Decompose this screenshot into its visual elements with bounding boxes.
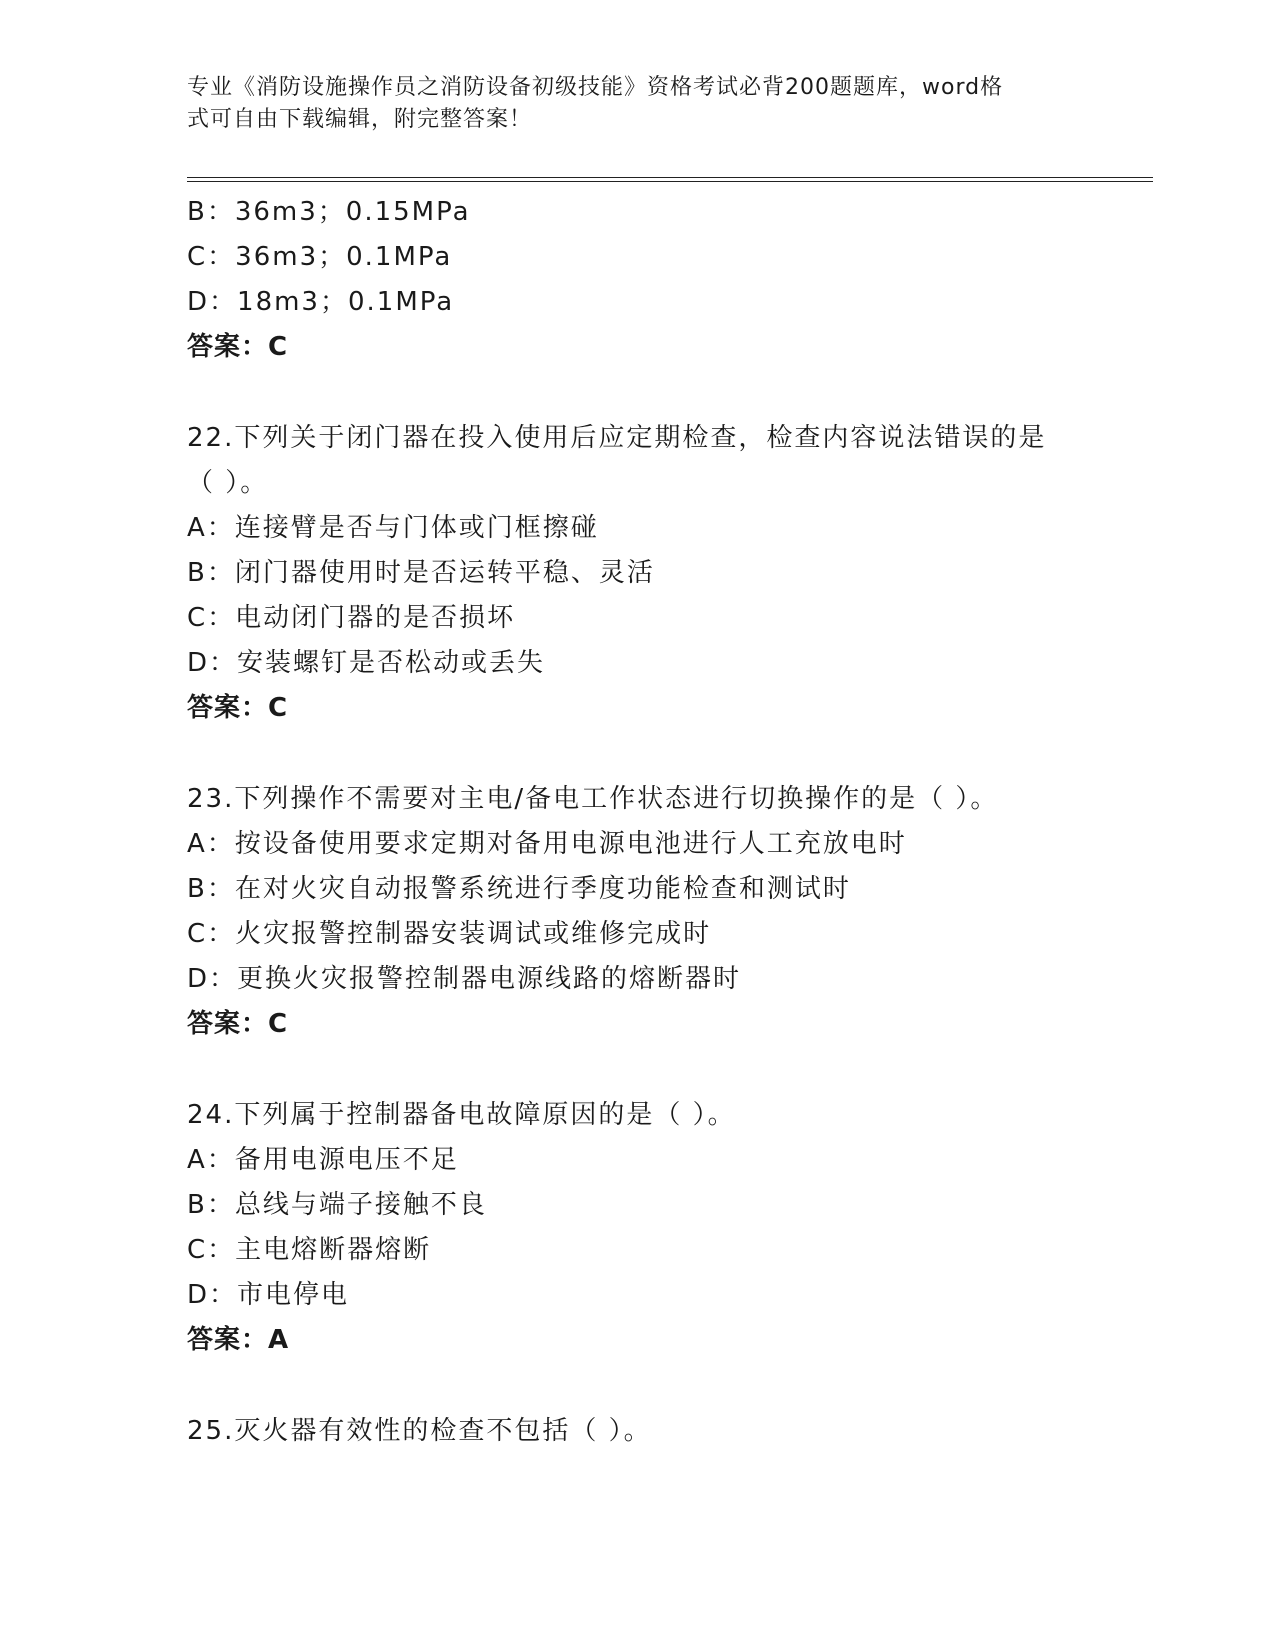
option-line: D：更换火灾报警控制器电源线路的熔断器时 <box>187 964 742 994</box>
option-line: C：火灾报警控制器安装调试或维修完成时 <box>187 919 712 949</box>
option-line: A：连接臂是否与门体或门框擦碰 <box>187 513 599 543</box>
question-list <box>187 190 1087 1454</box>
answer-line: 答案：C <box>187 332 289 362</box>
answer-line: 答案：C <box>187 693 289 723</box>
option-line: D：市电停电 <box>187 1280 350 1310</box>
option-line: B：总线与端子接触不良 <box>187 1190 487 1220</box>
option-line: D：18m3；0.1MPa <box>187 287 455 317</box>
answer-line: 答案：A <box>187 1325 290 1355</box>
answer-line: 答案：C <box>187 1009 289 1039</box>
option-line: C：36m3；0.1MPa <box>187 242 453 272</box>
option-line: C：电动闭门器的是否损坏 <box>187 603 516 633</box>
option-line: B：在对火灾自动报警系统进行季度功能检查和测试时 <box>187 874 851 904</box>
question-stem: 24.下列属于控制器备电故障原因的是（ ）。 <box>187 1100 736 1130</box>
header-divider-bottom <box>187 181 1153 182</box>
option-line: A：备用电源电压不足 <box>187 1145 459 1175</box>
option-line: D：安装螺钉是否松动或丢失 <box>187 648 546 678</box>
header-line-1: 专业《消防设施操作员之消防设备初级技能》资格考试必背200题题库，word格 <box>187 75 1004 100</box>
header-line-2: 式可自由下载编辑，附完整答案！ <box>187 107 533 132</box>
option-line: B：闭门器使用时是否运转平稳、灵活 <box>187 558 655 588</box>
question-stem: 22.下列关于闭门器在投入使用后应定期检查，检查内容说法错误的是 <box>187 423 1047 453</box>
option-line: A：按设备使用要求定期对备用电源电池进行人工充放电时 <box>187 829 907 859</box>
option-line: B：36m3；0.15MPa <box>187 197 471 227</box>
question-stem: 23.下列操作不需要对主电/备电工作状态进行切换操作的是（ ）。 <box>187 784 999 814</box>
question-stem: 25.灭火器有效性的检查不包括（ ）。 <box>187 1416 652 1446</box>
header-divider-top <box>187 177 1153 178</box>
document-header <box>187 72 1067 136</box>
question-stem: （ ）。 <box>187 468 269 498</box>
option-line: C：主电熔断器熔断 <box>187 1235 432 1265</box>
